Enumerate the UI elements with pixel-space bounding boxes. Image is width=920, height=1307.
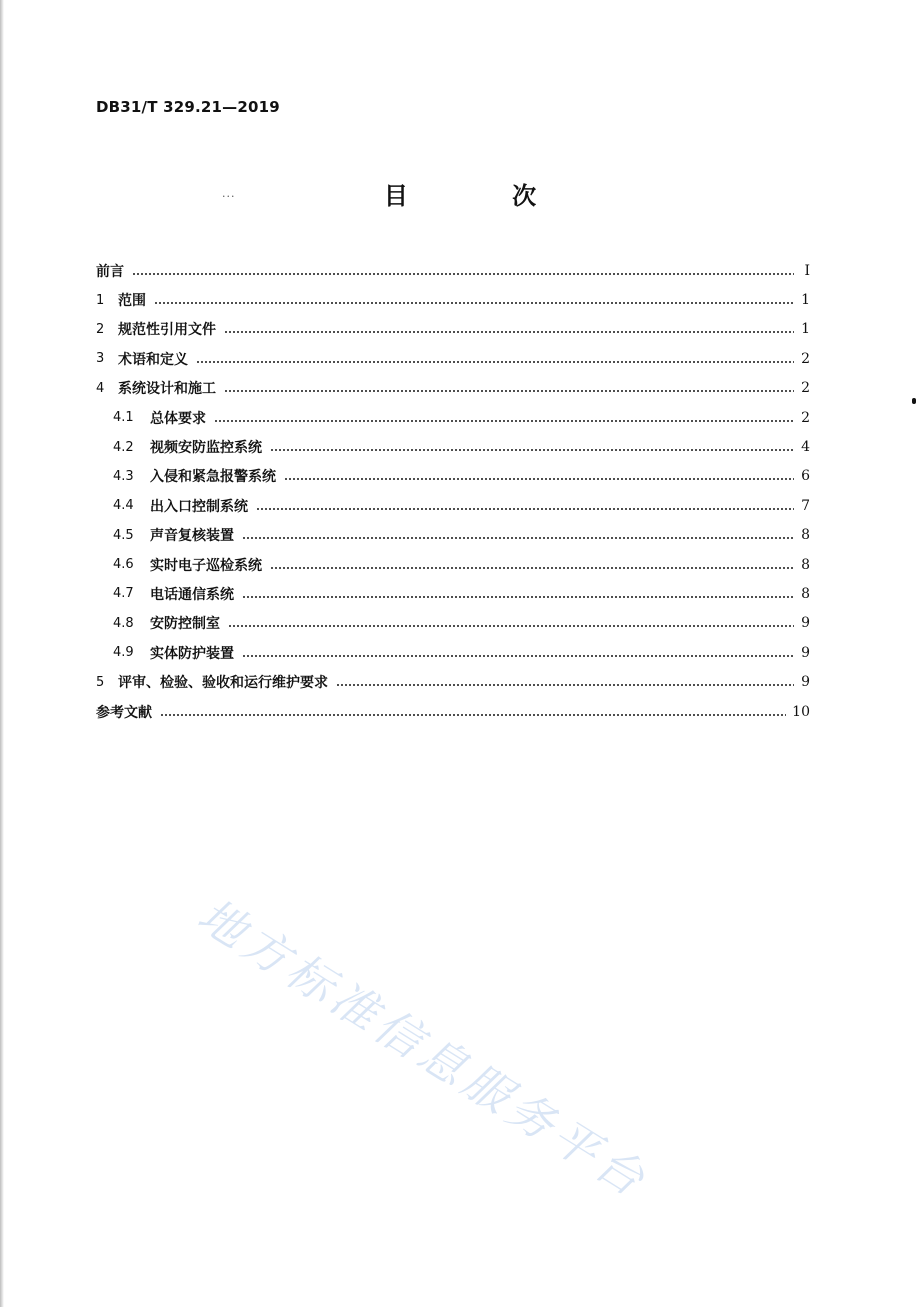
- toc-entry[interactable]: [96, 550, 810, 579]
- toc-entry-page: 2: [801, 380, 810, 397]
- toc-entry-label: 实体防护装置: [150, 643, 240, 663]
- toc-entry[interactable]: [96, 462, 810, 491]
- toc-entry-page: 8: [801, 527, 810, 544]
- toc-entry[interactable]: [96, 579, 810, 608]
- toc-entry-label: 术语和定义: [118, 349, 194, 369]
- toc-entry-label: 视频安防监控系统: [150, 437, 268, 457]
- toc-entry-label: 系统设计和施工: [118, 378, 222, 398]
- toc-entry-page: 9: [801, 644, 810, 661]
- dot-leader: [154, 302, 794, 304]
- toc-entry-number: 4.1: [113, 410, 134, 426]
- toc-entry-number: 3: [96, 351, 105, 367]
- toc-entry-number: 1: [96, 292, 105, 308]
- toc-entry[interactable]: [96, 256, 810, 285]
- toc-entry[interactable]: [96, 521, 810, 550]
- dot-leader: [132, 273, 794, 275]
- toc-entry-label: 电话通信系统: [150, 584, 240, 604]
- toc-entry-page: 1: [801, 292, 810, 309]
- stray-mark: ···: [222, 190, 236, 203]
- toc-entry-page: 10: [792, 703, 810, 720]
- dot-leader: [224, 331, 794, 333]
- dot-leader: [336, 684, 794, 686]
- toc-entry-page: 1: [801, 321, 810, 338]
- toc-entry-page: 2: [801, 350, 810, 367]
- dot-leader: [242, 655, 794, 657]
- toc-entry-label: 入侵和紧急报警系统: [150, 466, 282, 486]
- margin-mark: [912, 398, 916, 404]
- toc-entry[interactable]: [96, 285, 810, 314]
- toc-entry-label: 评审、检验、验收和运行维护要求: [118, 672, 334, 692]
- toc-entry-label: 前言: [96, 261, 130, 281]
- toc-entry[interactable]: [96, 344, 810, 373]
- toc-entry-page: 8: [801, 585, 810, 602]
- toc-entry[interactable]: [96, 491, 810, 520]
- toc-entry-label: 声音复核装置: [150, 525, 240, 545]
- dot-leader: [284, 478, 794, 480]
- toc-entry-number: 4.3: [113, 468, 134, 484]
- toc-entry[interactable]: [96, 315, 810, 344]
- toc-entry-number: 2: [96, 321, 105, 337]
- toc-entry-page: 8: [801, 556, 810, 573]
- toc-entry-number: 4.7: [113, 586, 134, 602]
- toc-entry-label: 规范性引用文件: [118, 319, 222, 339]
- toc-entry-number: 4.6: [113, 557, 134, 573]
- toc-entry-label: 出入口控制系统: [150, 496, 254, 516]
- toc-entry-label: 安防控制室: [150, 613, 226, 633]
- toc-entry[interactable]: [96, 609, 810, 638]
- toc-entry-page: 4: [801, 439, 810, 456]
- toc-entry-number: 4.4: [113, 498, 134, 514]
- toc-entry-label: 范围: [118, 290, 152, 310]
- dot-leader: [270, 449, 794, 451]
- dot-leader: [270, 567, 794, 569]
- toc-entry-number: 5: [96, 674, 105, 690]
- toc-entry-label: 实时电子巡检系统: [150, 555, 268, 575]
- toc-entry-page: 9: [801, 674, 810, 691]
- toc-entry-page: 6: [801, 468, 810, 485]
- toc-title: 目 次: [383, 182, 585, 210]
- toc-entry[interactable]: [96, 403, 810, 432]
- dot-leader: [160, 714, 786, 716]
- dot-leader: [256, 508, 794, 510]
- toc-entry[interactable]: [96, 667, 810, 696]
- toc-entry[interactable]: [96, 374, 810, 403]
- dot-leader: [196, 361, 794, 363]
- toc-entry[interactable]: [96, 697, 810, 726]
- document-code: DB31/T 329.21—2019: [96, 98, 280, 116]
- toc-entry-page: 2: [801, 409, 810, 426]
- toc-entry[interactable]: [96, 432, 810, 461]
- toc-entry-label: 参考文献: [96, 702, 158, 722]
- toc-entry-number: 4.5: [113, 527, 134, 543]
- toc-entry-label: 总体要求: [150, 408, 212, 428]
- dot-leader: [242, 596, 794, 598]
- toc-entry-number: 4.9: [113, 645, 134, 661]
- dot-leader: [228, 625, 794, 627]
- toc-entry-number: 4: [96, 380, 105, 396]
- toc-entry[interactable]: [96, 638, 810, 667]
- dot-leader: [242, 537, 794, 539]
- toc-entry-number: 4.8: [113, 615, 134, 631]
- dot-leader: [224, 390, 794, 392]
- toc-entry-page: 9: [801, 615, 810, 632]
- dot-leader: [214, 420, 794, 422]
- toc-entry-page: 7: [801, 497, 810, 514]
- watermark-text: 地方标准信息服务平台: [188, 887, 659, 1209]
- toc-entry-page: Ⅰ: [804, 262, 810, 279]
- table-of-contents: [96, 256, 810, 726]
- toc-entry-number: 4.2: [113, 439, 134, 455]
